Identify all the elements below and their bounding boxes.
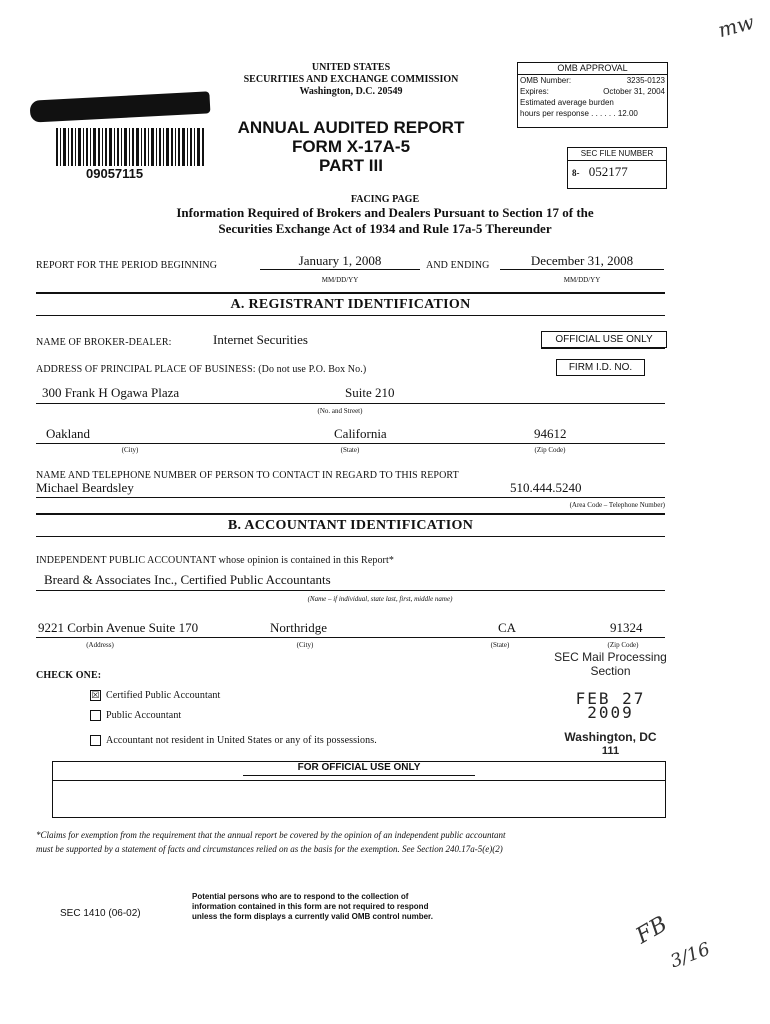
- ipa-address-caption: (Address): [86, 641, 114, 649]
- contact-label: NAME AND TELEPHONE NUMBER OF PERSON TO CONTACT IN REGARD TO THIS REPORT: [36, 470, 459, 481]
- period-begin-caption: MM/DD/YY: [321, 276, 359, 284]
- address-label: ADDRESS OF PRINCIPAL PLACE OF BUSINESS: (Do not use P.O. Box No.): [36, 364, 367, 375]
- handwritten-date: 3/16: [667, 938, 713, 973]
- check-one-label: CHECK ONE:: [36, 670, 102, 681]
- ipa-underline: [36, 590, 665, 591]
- sec-file-value: 052177: [588, 164, 628, 179]
- section-b-bottom-rule: [36, 536, 665, 537]
- street-address: 300 Frank H Ogawa Plaza: [42, 385, 180, 400]
- period-end-value: December 31, 2008: [500, 253, 664, 270]
- ipa-name: Breard & Associates Inc., Certified Public Accountants: [44, 572, 331, 587]
- ipa-address: 9221 Corbin Avenue Suite 170: [38, 620, 199, 635]
- official-use-box-title: FOR OFFICIAL USE ONLY: [243, 762, 475, 776]
- street-caption: (No. and Street): [317, 407, 363, 415]
- agency-header: [216, 62, 486, 98]
- agency-line-1: UNITED STATES: [311, 62, 391, 73]
- facing-page: [40, 194, 730, 237]
- agency-line-2: SECURITIES AND EXCHANGE COMMISSION: [243, 74, 459, 85]
- ipa-city-caption: (City): [296, 641, 314, 649]
- omb-number-label: OMB Number:: [520, 76, 572, 85]
- zip-caption: (Zip Code): [534, 446, 566, 454]
- nonresident-label: Accountant not resident in United States or any of its possessions.: [106, 735, 377, 746]
- omb-notice: [192, 892, 433, 922]
- section-a-bottom-rule: [36, 315, 665, 316]
- ipa-label: INDEPENDENT PUBLIC ACCOUNTANT whose opinion is contained in this Report*: [36, 555, 394, 566]
- option-cpa[interactable]: [90, 690, 220, 701]
- sec-mail-stamp: [548, 650, 673, 758]
- footnote-line-1: *Claims for exemption from the requirement that the annual report be covered by the opinion of an independent public accountant: [36, 830, 506, 840]
- facing-title: FACING PAGE: [350, 194, 420, 205]
- broker-name: Internet Securities: [213, 332, 308, 347]
- street-suite: Suite 210: [345, 385, 395, 400]
- city-value: Oakland: [46, 426, 91, 441]
- handwritten-initials-top: mw: [715, 9, 757, 43]
- section-a-top-rule: [36, 292, 665, 294]
- stamp-city: Washington, DC: [564, 730, 657, 744]
- cpa-label: Certified Public Accountant: [106, 690, 221, 701]
- official-use-box: [52, 761, 666, 818]
- option-nonresident[interactable]: [90, 735, 377, 746]
- cpa-checkbox[interactable]: ☒: [91, 690, 100, 701]
- official-use-line: [541, 348, 665, 349]
- omb-burden-line-1: Estimated average burden: [520, 98, 614, 107]
- public-accountant-checkbox[interactable]: [90, 710, 101, 721]
- section-b-top-rule: [36, 513, 665, 515]
- omb-expires-value: October 31, 2004: [603, 87, 665, 96]
- stamp-line-1: SEC Mail Processing: [554, 650, 667, 664]
- omb-burden-line-2: hours per response . . . . . . 12.00: [520, 109, 638, 118]
- notice-line-2: information contained in this form are not required to respond: [192, 902, 429, 911]
- report-title-line: ANNUAL AUDITED REPORT: [237, 118, 465, 137]
- omb-number-value: 3235-0123: [626, 76, 665, 85]
- broker-label: NAME OF BROKER-DEALER:: [36, 337, 172, 348]
- city-caption: (City): [121, 446, 139, 454]
- official-use-box-line: [53, 780, 665, 781]
- ipa-state: CA: [498, 620, 517, 635]
- footnote: [36, 828, 676, 856]
- handwritten-initials: FB: [631, 911, 672, 950]
- zip-value: 94612: [534, 426, 567, 441]
- form-part: PART III: [319, 156, 383, 175]
- contact-phone: 510.444.5240: [510, 480, 582, 495]
- firm-id-box: FIRM I.D. NO.: [556, 359, 645, 376]
- nonresident-checkbox[interactable]: [90, 735, 101, 746]
- contact-name: Michael Beardsley: [36, 480, 134, 495]
- period-begin-value: January 1, 2008: [260, 253, 420, 270]
- option-public-accountant[interactable]: [90, 710, 181, 721]
- stamp-number: 111: [601, 745, 620, 757]
- state-caption: (State): [340, 446, 360, 454]
- street-underline: [36, 403, 665, 404]
- sec-file-number-box: [567, 147, 667, 189]
- ipa-name-caption: (Name – if individual, state last, first, middle name): [307, 595, 453, 603]
- sec-file-prefix: 8-: [572, 168, 580, 178]
- phone-caption: (Area Code – Telephone Number): [569, 501, 665, 509]
- ipa-state-caption: (State): [490, 641, 510, 649]
- footnote-line-2: must be supported by a statement of facts and circumstances relied on as the basis for the exemption. See Section 240.17a-5(e)(2): [36, 844, 503, 854]
- ipa-city: Northridge: [270, 620, 328, 635]
- contact-underline: [36, 497, 665, 498]
- stamp-line-2: Section: [590, 664, 631, 678]
- barcode-number: 09057115: [86, 166, 144, 181]
- form-name: FORM X-17A-5: [291, 137, 411, 156]
- barcode: [56, 128, 206, 166]
- city-underline: [36, 443, 665, 444]
- facing-line-1: Information Required of Brokers and Dealers Pursuant to Section 17 of the: [176, 205, 594, 220]
- stamp-date: FEB 27 2009: [575, 689, 646, 722]
- omb-approval-box: [517, 62, 668, 128]
- sec-file-value-row: [568, 161, 666, 183]
- omb-title: OMB APPROVAL: [518, 63, 667, 75]
- section-b-title: B. ACCOUNTANT IDENTIFICATION: [227, 518, 474, 533]
- section-a-title: A. REGISTRANT IDENTIFICATION: [230, 297, 471, 312]
- form-code: SEC 1410 (06-02): [60, 908, 141, 919]
- sec-file-label: SEC FILE NUMBER: [568, 148, 666, 161]
- redaction-bar: [30, 91, 211, 122]
- official-use-only-box: OFFICIAL USE ONLY: [541, 331, 667, 348]
- notice-line-3: unless the form displays a currently valid OMB control number.: [192, 912, 433, 921]
- state-value: California: [334, 426, 387, 441]
- public-accountant-label: Public Accountant: [106, 710, 182, 721]
- period-end-label: AND ENDING: [426, 260, 490, 271]
- period-end-caption: MM/DD/YY: [563, 276, 601, 284]
- period-begin-label: REPORT FOR THE PERIOD BEGINNING: [36, 260, 218, 271]
- omb-number-row: [518, 75, 667, 86]
- report-title: [226, 118, 476, 175]
- ipa-zip-caption: (Zip Code): [607, 641, 639, 649]
- ipa-address-underline: [36, 637, 665, 638]
- omb-expires-row: [518, 86, 667, 97]
- agency-line-3: Washington, D.C. 20549: [299, 86, 403, 97]
- ipa-zip: 91324: [610, 620, 643, 635]
- omb-expires-label: Expires:: [520, 87, 549, 96]
- notice-line-1: Potential persons who are to respond to the collection of: [192, 892, 409, 901]
- facing-line-2: Securities Exchange Act of 1934 and Rule 17a-5 Thereunder: [218, 221, 552, 236]
